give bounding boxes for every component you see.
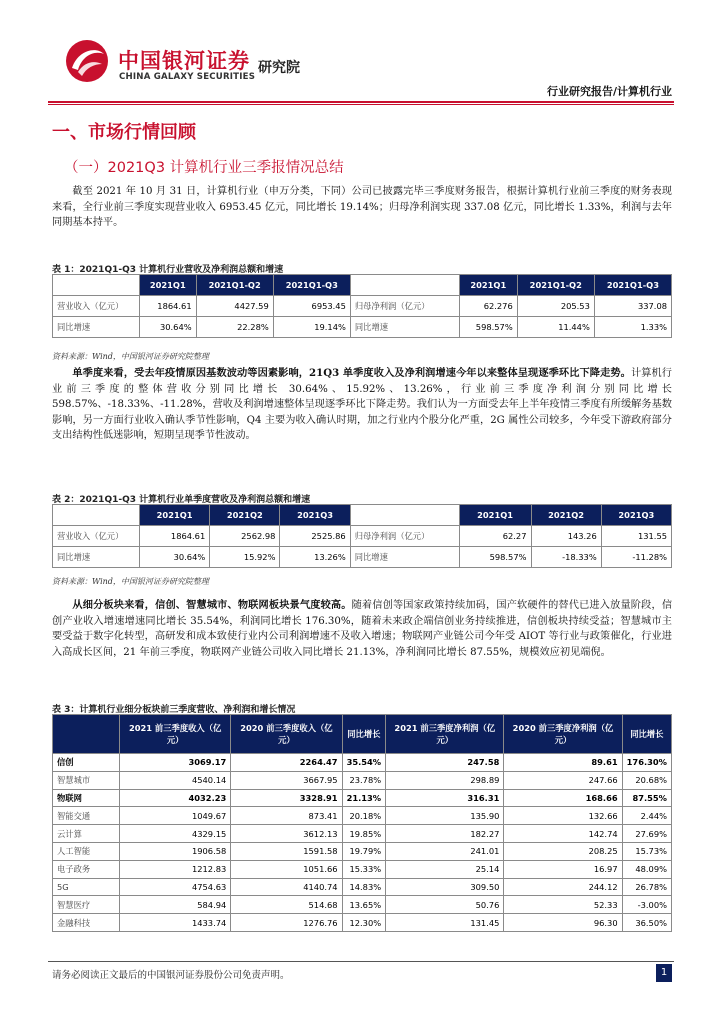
table-cell: 1864.61 [140, 296, 197, 317]
sector-name: 金融科技 [53, 914, 120, 932]
table-header-cell: 2021Q1-Q2 [517, 275, 594, 296]
table-cell: 3612.13 [231, 825, 342, 843]
row-label: 同比增速 [350, 317, 459, 338]
table-cell: 2562.98 [210, 526, 280, 547]
table-cell: 89.61 [504, 754, 622, 772]
table-cell: 12.30% [342, 914, 386, 932]
table-1-source: 资料来源：Wind，中国银河证券研究院整理 [52, 352, 209, 361]
table-cell: 205.53 [517, 296, 594, 317]
table-cell: 4140.74 [231, 878, 342, 896]
table-cell: 4329.15 [120, 825, 231, 843]
sector-name: 信创 [53, 754, 120, 772]
paragraph-2 [52, 366, 672, 444]
table-3-body [53, 754, 672, 932]
table-cell: 1212.83 [120, 860, 231, 878]
table-cell: 19.14% [273, 317, 350, 338]
section-title: 一、市场行情回顾 [52, 122, 196, 143]
table-cell: 62.27 [459, 526, 531, 547]
table-row [53, 789, 672, 807]
table-header-cell: 2021Q1 [459, 505, 531, 526]
table-header-cell: 同比增长 [342, 715, 386, 754]
row-label: 同比增速 [350, 547, 459, 568]
table-cell: 1051.66 [231, 860, 342, 878]
table-cell: 25.14 [386, 860, 504, 878]
company-logo-mark [64, 38, 110, 84]
table-cell: 1.33% [594, 317, 671, 338]
table-cell: 27.69% [622, 825, 671, 843]
table-cell: 176.30% [622, 754, 671, 772]
table-row [53, 296, 672, 317]
table-cell: 19.85% [342, 825, 386, 843]
paragraph-2-lead: 单季度来看，受去年疫情原因基数波动等因素影响，21Q3 单季度收入及净利润增速今年以来整体呈现逐季环比下降走势。 [72, 367, 631, 379]
logo-institute: 研究院 [258, 60, 300, 76]
sector-name: 5G [53, 878, 120, 896]
table-cell: 50.76 [386, 896, 504, 914]
table-row [53, 526, 672, 547]
table-header-cell: 2021Q2 [531, 505, 601, 526]
table-2-caption: 表 2：2021Q1-Q3 计算机行业单季度营收及净利润总额和增速 [52, 495, 311, 505]
table-header-row [53, 275, 672, 296]
table-cell: 48.09% [622, 860, 671, 878]
section-subtitle: （一）2021Q3 计算机行业三季报情况总结 [64, 160, 344, 176]
table-header-empty [350, 505, 459, 526]
row-label: 归母净利润（亿元） [350, 296, 459, 317]
sector-name: 人工智能 [53, 842, 120, 860]
table-cell: 4540.14 [120, 771, 231, 789]
table-cell: 20.68% [622, 771, 671, 789]
table-cell: 316.31 [386, 789, 504, 807]
footer-disclaimer: 请务必阅读正文最后的中国银河证券股份公司免责声明。 [52, 970, 290, 981]
table-cell: 298.89 [386, 771, 504, 789]
table-cell: 23.78% [342, 771, 386, 789]
table-cell: 131.45 [386, 914, 504, 932]
table-header-cell: 2021 前三季度净利润（亿元） [386, 715, 504, 754]
table-cell: 13.26% [280, 547, 350, 568]
table-cell: 598.57% [459, 317, 517, 338]
table-cell: 1906.58 [120, 842, 231, 860]
table-cell: 135.90 [386, 807, 504, 825]
table-cell: 2264.47 [231, 754, 342, 772]
paragraph-3-lead: 从细分板块来看，信创、智慧城市、物联网板块景气度较高。 [72, 599, 352, 611]
table-cell: 584.94 [120, 896, 231, 914]
table-3-caption: 表 3：计算机行业细分板块前三季度营收、净利润和增长情况 [52, 705, 296, 715]
sector-name: 电子政务 [53, 860, 120, 878]
table-cell: 247.66 [504, 771, 622, 789]
report-type: 行业研究报告/计算机行业 [546, 85, 672, 98]
table-header-cell: 2021Q1 [459, 275, 517, 296]
table-row [53, 878, 672, 896]
table-cell: -11.28% [601, 547, 671, 568]
paragraph-1 [52, 184, 672, 231]
table-cell: 3667.95 [231, 771, 342, 789]
table-header-cell: 2021 前三季度收入（亿元） [120, 715, 231, 754]
table-1 [52, 274, 672, 338]
header-divider [48, 101, 674, 103]
table-2 [52, 504, 672, 568]
table-header-row [53, 715, 672, 754]
table-cell: 15.73% [622, 842, 671, 860]
table-cell: 62.276 [459, 296, 517, 317]
table-row [53, 807, 672, 825]
table-cell: 142.74 [504, 825, 622, 843]
table-row [53, 317, 672, 338]
table-cell: 1591.58 [231, 842, 342, 860]
table-cell: 4427.59 [196, 296, 273, 317]
sector-name: 智能交通 [53, 807, 120, 825]
table-header-cell: 2021Q1-Q3 [594, 275, 671, 296]
table-cell: 30.64% [140, 547, 210, 568]
row-label: 同比增速 [53, 547, 140, 568]
table-cell: 14.83% [342, 878, 386, 896]
table-cell: -18.33% [531, 547, 601, 568]
table-cell: 208.25 [504, 842, 622, 860]
table-row [53, 547, 672, 568]
table-cell: 309.50 [386, 878, 504, 896]
table-cell: 15.33% [342, 860, 386, 878]
table-cell: 11.44% [517, 317, 594, 338]
table-cell: 4032.23 [120, 789, 231, 807]
sector-name: 智慧医疗 [53, 896, 120, 914]
table-header-cell: 2021Q1 [140, 275, 197, 296]
table-header-cell: 2021Q1-Q2 [196, 275, 273, 296]
table-cell: 132.66 [504, 807, 622, 825]
table-1-caption: 表 1：2021Q1-Q3 计算机行业营收及净利润总额和增速 [52, 265, 284, 275]
table-header-cell: 2021Q3 [280, 505, 350, 526]
table-cell: 3328.91 [231, 789, 342, 807]
table-cell: 87.55% [622, 789, 671, 807]
table-cell: 30.64% [140, 317, 197, 338]
table-header-cell [53, 715, 120, 754]
table-2-source: 资料来源：Wind，中国银河证券研究院整理 [52, 577, 209, 586]
table-cell: 2.44% [622, 807, 671, 825]
table-3 [52, 714, 672, 932]
table-header-cell: 2021Q3 [601, 505, 671, 526]
paragraph-2-text: 计算机行业前三季度的整体营收分别同比增长 30.64%、15.92%、13.26%，行业前三季度净利润分别同比增长 598.57%、-18.33%、-11.28%，营收及利润增速整体呈现逐季环比下降走势。我们认为一方面受去年上半年疫情三季度有所缓解务基数影响，另一方面行业收入确认季节性影响，Q4 主要为收入确认时期，加之行业内个股分化严重，2G 属性公司较多，今年受下游政府部分支出结构性低迷影响，短期呈现季节性波动。 [52, 368, 672, 442]
table-cell: 16.97 [504, 860, 622, 878]
table-cell: 20.18% [342, 807, 386, 825]
table-cell: 6953.45 [273, 296, 350, 317]
table-cell: 247.58 [386, 754, 504, 772]
row-label: 同比增速 [53, 317, 140, 338]
page-number: 1 [656, 964, 672, 982]
table-cell: 1049.67 [120, 807, 231, 825]
table-cell: 1276.76 [231, 914, 342, 932]
header-divider-thin [48, 104, 674, 105]
table-cell: 26.78% [622, 878, 671, 896]
table-cell: 3069.17 [120, 754, 231, 772]
table-cell: 4754.63 [120, 878, 231, 896]
table-cell: 21.13% [342, 789, 386, 807]
table-cell: 13.65% [342, 896, 386, 914]
table-cell: 52.33 [504, 896, 622, 914]
table-row [53, 914, 672, 932]
table-header-cell: 2020 前三季度收入（亿元） [231, 715, 342, 754]
table-cell: 15.92% [210, 547, 280, 568]
table-cell: 598.57% [459, 547, 531, 568]
table-cell: 96.30 [504, 914, 622, 932]
table-cell: 19.79% [342, 842, 386, 860]
row-label: 归母净利润（亿元） [350, 526, 459, 547]
table-cell: 182.27 [386, 825, 504, 843]
table-header-cell: 2021Q1-Q3 [273, 275, 350, 296]
table-cell: 244.12 [504, 878, 622, 896]
table-row [53, 754, 672, 772]
table-cell: 36.50% [622, 914, 671, 932]
table-cell: 337.08 [594, 296, 671, 317]
table-cell: 22.28% [196, 317, 273, 338]
row-label: 营业收入（亿元） [53, 526, 140, 547]
table-row [53, 842, 672, 860]
paragraph-3-text: 随着信创等国家政策持续加码，国产软硬件的替代已进入放量阶段，信创产业收入增速增速同比增长 35.54%，利润同比增长 176.30%，随着未来政企端信创业务持续推进，信创板块持续受益；智慧城市主要受益于数字化转型，高研发和成本致使行业内公司利润增速不及收入增速；物联网产业链公司今年受 AIOT 等行业与政策催化，行业进入高成长区间，21 年前三季度，物联网产业链公司收入同比增长 21.13%，净利润同比增长 87.55%，规模效应初见端倪。 [52, 600, 673, 658]
table-cell: 131.55 [601, 526, 671, 547]
paragraph-1-text: 截至 2021 年 10 月 31 日，计算机行业（申万分类，下同）公司已披露完毕三季度财务报告，根据计算机行业前三季度的财务表现来看，全行业前三季度实现营业收入 6953.45 亿元，同比增长 19.14%；归母净利润实现 337.08 亿元，同比增长 1.33%，利润与去年同期基本持平。 [52, 186, 672, 229]
table-header-cell: 2021Q1 [140, 505, 210, 526]
table-cell: 143.26 [531, 526, 601, 547]
footer-divider [48, 961, 674, 962]
table-cell: 35.54% [342, 754, 386, 772]
table-header-cell: 2020 前三季度净利润（亿元） [504, 715, 622, 754]
table-header-empty [350, 275, 459, 296]
sector-name: 物联网 [53, 789, 120, 807]
table-header-row [53, 505, 672, 526]
table-cell: 241.01 [386, 842, 504, 860]
table-cell: 1864.61 [140, 526, 210, 547]
paragraph-3 [52, 598, 672, 660]
table-cell: 514.68 [231, 896, 342, 914]
table-row [53, 771, 672, 789]
logo-english-name: CHINA GALAXY SECURITIES [119, 72, 256, 82]
table-header-cell: 同比增长 [622, 715, 671, 754]
table-cell: 168.66 [504, 789, 622, 807]
table-cell: 1433.74 [120, 914, 231, 932]
row-label: 营业收入（亿元） [53, 296, 140, 317]
table-cell: -3.00% [622, 896, 671, 914]
table-cell: 2525.86 [280, 526, 350, 547]
table-header-empty [53, 505, 140, 526]
table-header-cell: 2021Q2 [210, 505, 280, 526]
table-header-empty [53, 275, 140, 296]
table-row [53, 825, 672, 843]
table-row [53, 896, 672, 914]
sector-name: 云计算 [53, 825, 120, 843]
table-cell: 873.41 [231, 807, 342, 825]
sector-name: 智慧城市 [53, 771, 120, 789]
table-row [53, 860, 672, 878]
logo-chinese-name: 中国银河证券 [118, 49, 250, 73]
